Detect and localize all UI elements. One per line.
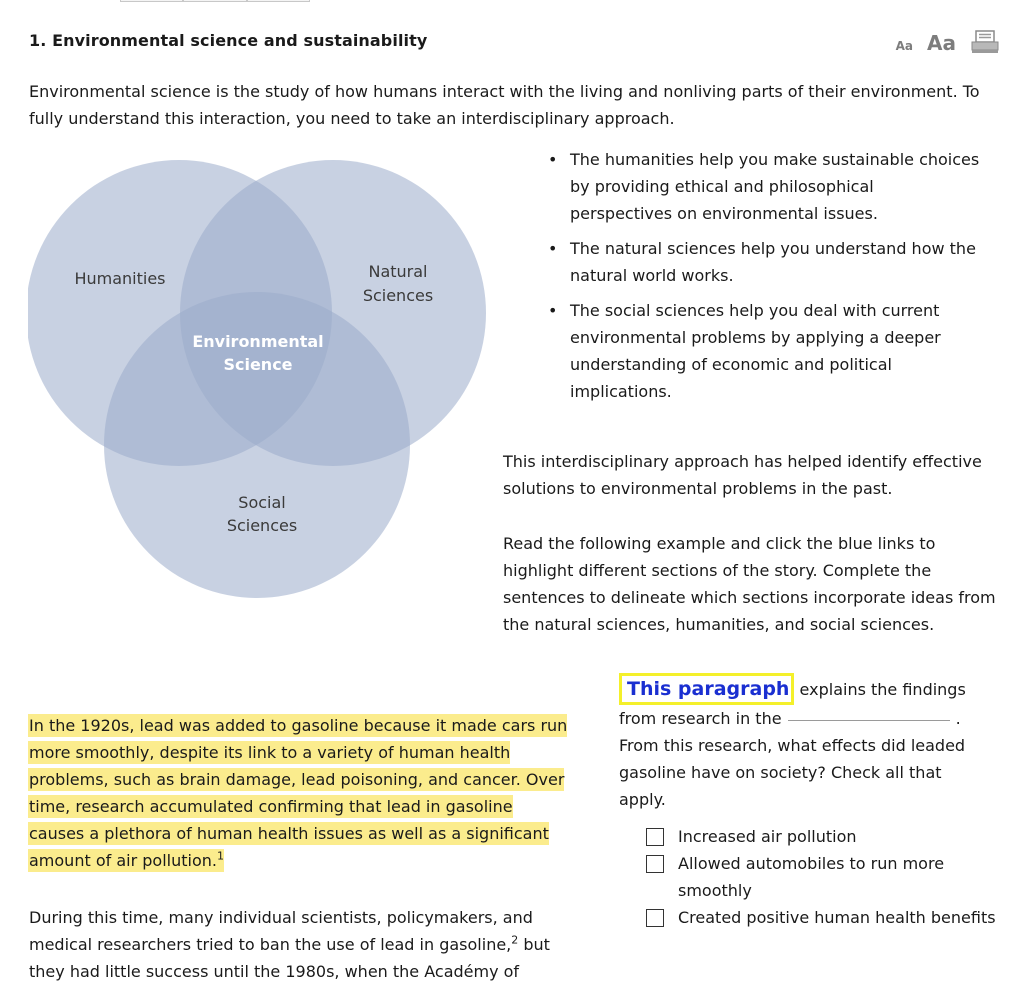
venn-diagram xyxy=(28,158,488,600)
checkbox[interactable] xyxy=(646,855,664,873)
option-row[interactable] xyxy=(644,850,1004,904)
bullet-humanities: • The humanities help you make sustainable choices by providing ethical and philosophical perspectives on environmental issues. xyxy=(540,146,980,227)
top-tab-strip xyxy=(120,0,310,2)
option-row[interactable] xyxy=(644,823,1004,850)
story-second-paragraph xyxy=(29,904,574,985)
top-tab[interactable] xyxy=(120,0,183,2)
venn-label-center-2: Science xyxy=(223,355,293,374)
checkbox[interactable] xyxy=(646,828,664,846)
footnote-1[interactable]: 1 xyxy=(216,849,224,863)
blank-period: . xyxy=(955,709,961,728)
bullet-social-sciences: • The social sciences help you deal with current environmental problems by applying a deeper understanding of economic and political implications. xyxy=(540,297,980,405)
venn-label-social-2: Sciences xyxy=(226,516,298,535)
bullet-natural-sciences: • The natural sciences help you understand how the natural world works. xyxy=(540,235,980,289)
top-tab[interactable] xyxy=(247,0,310,2)
paragraph-instructions: Read the following example and click the blue links to highlight different sections of the story. Complete the sentences to delineate which sections incorporate ideas from the natural sciences, humanities, and social sciences. xyxy=(503,534,996,634)
question-text-1: explains the findings from research in the xyxy=(619,680,966,728)
venn-label-social-1: Social xyxy=(238,493,286,512)
checkbox[interactable] xyxy=(646,909,664,927)
toolbar xyxy=(896,30,1000,54)
option-label: Increased air pollution xyxy=(678,827,857,846)
this-paragraph-link[interactable]: This paragraph xyxy=(619,673,794,705)
story-highlighted xyxy=(28,712,571,874)
story-highlighted-text: In the 1920s, lead was added to gasoline because it made cars run more smoothly, despite its link to a variety of human health problems, such as brain damage, lead poisoning, and cancer. Over time, research accumulated confirming that lead in gasoline causes a plethora of human health issues as well as a significant amount of air pollution. xyxy=(29,716,568,870)
option-label: Allowed automobiles to run more smoothly xyxy=(678,854,945,900)
intro-paragraph: Environmental science is the study of how humans interact with the living and nonliving parts of their environment. To fully understand this interaction, you need to take an interdisciplinary approach. xyxy=(29,82,980,128)
option-row[interactable] xyxy=(644,904,1004,931)
top-tab[interactable] xyxy=(183,0,246,2)
paragraph-past: This interdisciplinary approach has helped identify effective solutions to environmental problems in the past. xyxy=(503,452,982,498)
checkbox-list xyxy=(644,823,1004,931)
story-second-text-2: but they had little success until the 1980s, when the Académy of xyxy=(29,935,550,981)
venn-label-center-1: Environmental xyxy=(192,332,324,351)
option-label: Created positive human health benefits xyxy=(678,908,996,927)
venn-label-humanities: Humanities xyxy=(74,269,166,288)
highlighted-section xyxy=(28,714,567,872)
venn-label-natural-1: Natural xyxy=(368,262,428,281)
story-second-text-1: During this time, many individual scientists, policymakers, and medical researchers tried to ban the use of lead in gasoline, xyxy=(29,908,533,954)
fill-in-blank[interactable] xyxy=(788,708,950,721)
bullet-list xyxy=(540,146,980,413)
increase-font-button[interactable]: Aa xyxy=(927,31,956,55)
decrease-font-button[interactable]: Aa xyxy=(895,39,914,53)
question-text-2: From this research, what effects did leaded gasoline have on society? Check all that apply. xyxy=(619,736,966,809)
printer-icon[interactable] xyxy=(970,30,1000,54)
question-block xyxy=(619,673,989,813)
footnote-2[interactable]: 2 xyxy=(511,933,519,947)
venn-label-natural-2: Sciences xyxy=(362,286,434,305)
page-title: 1. Environmental science and sustainability xyxy=(29,31,428,50)
